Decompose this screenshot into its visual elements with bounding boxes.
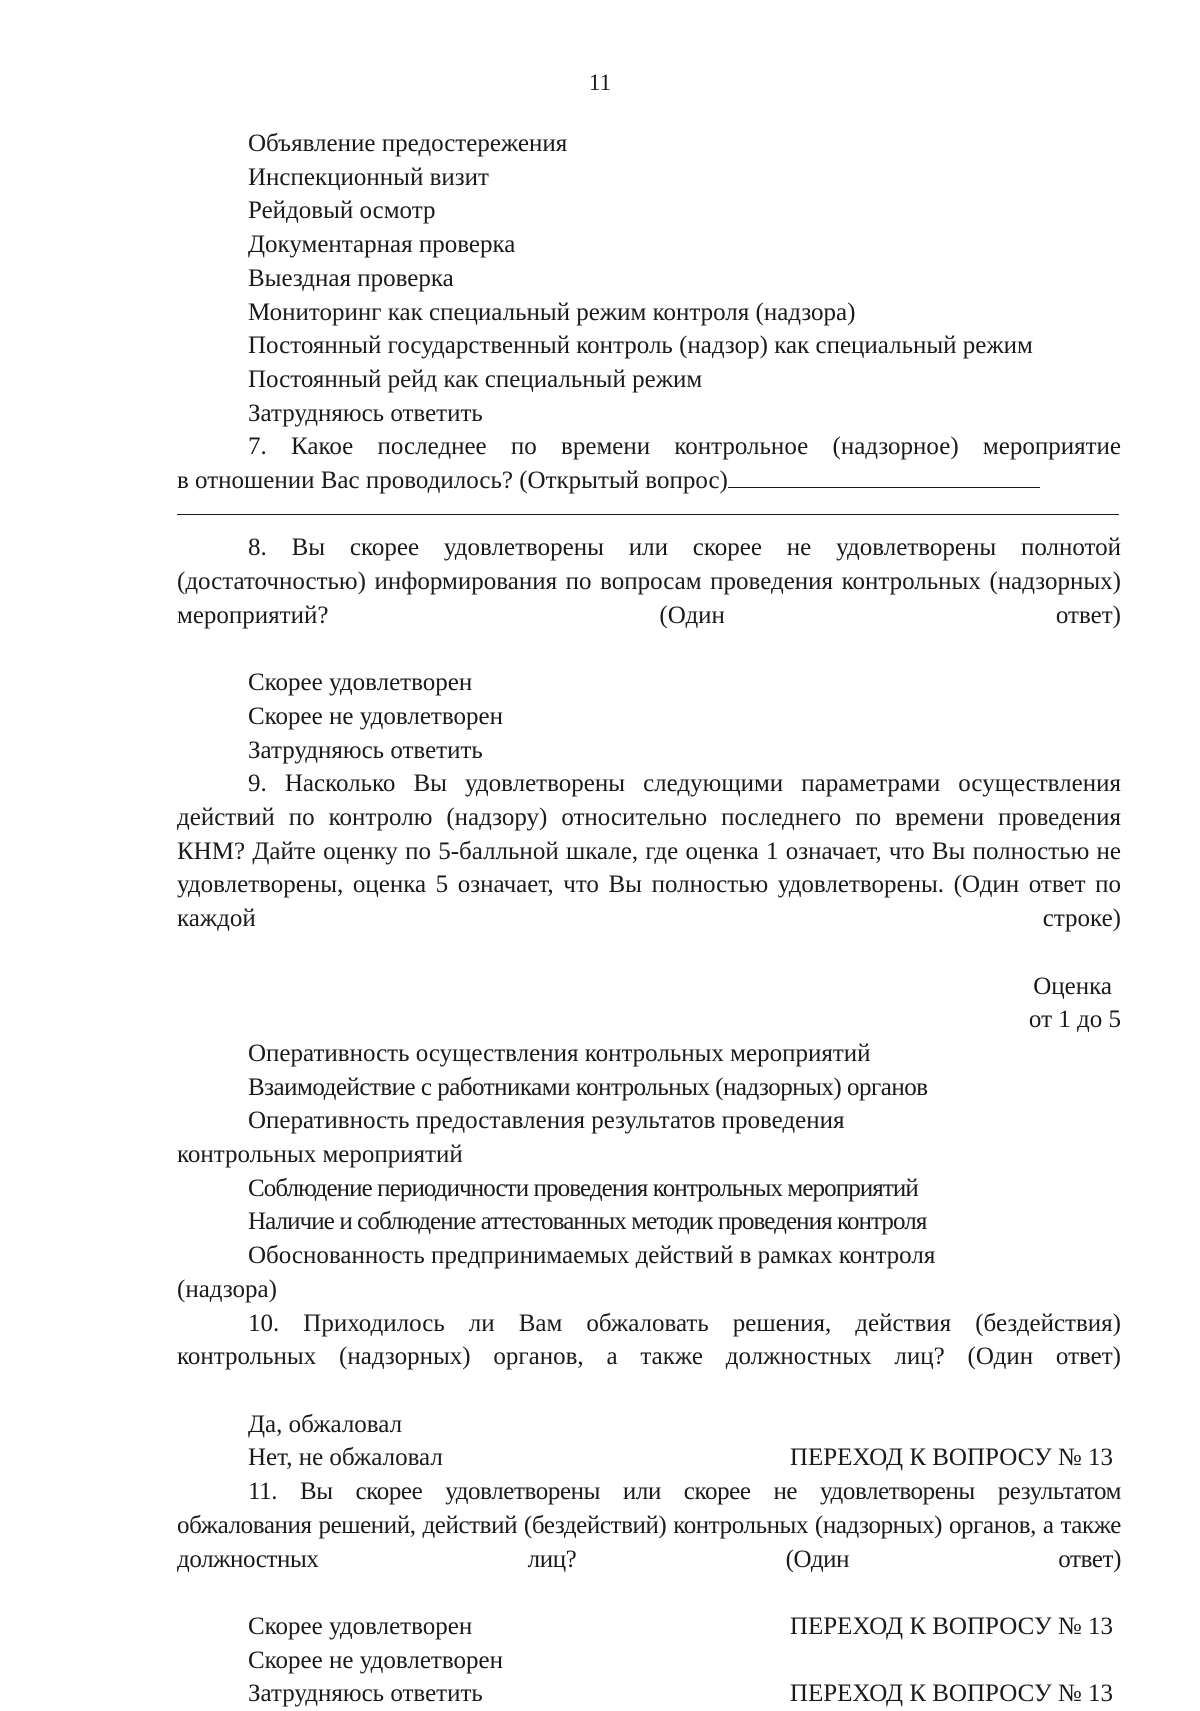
- q6-option: Инспекционный визит: [248, 163, 489, 191]
- q11-option: [177, 1644, 1121, 1678]
- q9-score-header-line2: от 1 до 5: [1028, 1006, 1121, 1034]
- q8-option: Скорее удовлетворен: [248, 669, 473, 697]
- q9-param-continued: контрольных мероприятий: [177, 1141, 463, 1169]
- q10-text: 10. Приходилось ли Вам обжаловать решения, действия (бездействия) контрольных (надзорных) органов, а также должностных лиц? (Один ответ): [177, 1309, 1121, 1371]
- q10-option: [177, 1408, 1121, 1442]
- q7-text-line1: 7. Какое последнее по времени контрольное (надзорное) мероприятие: [248, 433, 1121, 461]
- q9-param: Наличие и соблюдение аттестованных методик проведения контроля: [248, 1208, 927, 1236]
- q10-option-label: Да, обжаловал: [248, 1410, 403, 1438]
- q9-param: Оперативность предоставления результатов проведения: [248, 1107, 845, 1135]
- q9-score-header: [177, 970, 1121, 1037]
- q8-option: Затрудняюсь ответить: [248, 736, 483, 764]
- q6-option: Рейдовый осмотр: [248, 197, 436, 225]
- q9-param: Оперативность осуществления контрольных мероприятий: [248, 1039, 871, 1067]
- q9-text: 9. Насколько Вы удовлетворены следующими параметрами осуществления действий по контролю (надзору) относительно последнего по времени проведения КНМ? Дайте оценку по 5-балльной шкале, где оценка 1 означает, что Вы полностью не удовлетворены, оценка 5 означает, что Вы полностью удовлетворены. (Один ответ по каждой строке): [177, 770, 1121, 933]
- q9-param-continued: (надзора): [177, 1275, 277, 1303]
- q9-score-header-line1: Оценка: [1033, 972, 1112, 1000]
- page-number: 11: [588, 70, 612, 95]
- question-7: [177, 430, 1121, 531]
- q6-option-list: [177, 127, 1121, 430]
- q6-option: Объявление предостережения: [248, 130, 568, 157]
- question-8: [177, 531, 1121, 767]
- question-10: [177, 1307, 1121, 1476]
- q6-option: Мониторинг как специальный режим контроля (надзора): [248, 298, 856, 326]
- q9-param: Обоснованность предпринимаемых действий в рамках контроля: [248, 1242, 936, 1270]
- page-content: [177, 127, 1121, 1711]
- q11-option-jump: ПЕРЕХОД К ВОПРОСУ № 13: [789, 1680, 1113, 1708]
- q7-text-line2: в отношении Вас проводилось? (Открытый вопрос): [177, 467, 728, 495]
- q11-option: [177, 1610, 1121, 1644]
- q11-option-label: Скорее удовлетворен: [248, 1612, 473, 1640]
- q9-param: Взаимодействие с работниками контрольных (надзорных) органов: [248, 1073, 928, 1101]
- q7-answer-blank[interactable]: [728, 467, 1040, 488]
- question-11: [177, 1475, 1121, 1711]
- q11-option-label: Скорее не удовлетворен: [248, 1646, 503, 1674]
- q11-option-jump: [1113, 1644, 1121, 1678]
- q7-answer-line: [177, 464, 1121, 498]
- q10-option-label: Нет, не обжаловал: [248, 1444, 443, 1472]
- q7-answer-blank-continued[interactable]: [177, 498, 1121, 532]
- q8-option: Скорее не удовлетворен: [248, 702, 503, 730]
- q6-option: Постоянный государственный контроль (надзор) как специальный режим: [248, 332, 1033, 360]
- q11-option: [177, 1677, 1121, 1711]
- q10-option-jump: ПЕРЕХОД К ВОПРОСУ № 13: [789, 1444, 1113, 1472]
- q8-text: 8. Вы скорее удовлетворены или скорее не удовлетворены полнотой (достаточностью) информирования по вопросам проведения контрольных (надзорных) мероприятий? (Один ответ): [177, 534, 1121, 629]
- q11-option-label: Затрудняюсь ответить: [248, 1680, 483, 1708]
- q6-option: Затрудняюсь ответить: [248, 399, 483, 427]
- q10-option: [177, 1441, 1121, 1475]
- q6-option: Документарная проверка: [248, 231, 516, 259]
- q9-param: Соблюдение периодичности проведения контрольных мероприятий: [248, 1174, 918, 1202]
- question-9: [177, 767, 1121, 1306]
- q6-option: Выездная проверка: [248, 264, 454, 292]
- q6-option: Постоянный рейд как специальный режим: [248, 365, 703, 393]
- q11-option-jump: ПЕРЕХОД К ВОПРОСУ № 13: [789, 1612, 1113, 1640]
- q11-text: 11. Вы скорее удовлетворены или скорее не удовлетворены результатом обжалования решений, действий (бездействий) контрольных (надзорных) органов, а также должностных лиц? (Один ответ): [177, 1478, 1121, 1573]
- q10-option-jump: [1113, 1408, 1121, 1442]
